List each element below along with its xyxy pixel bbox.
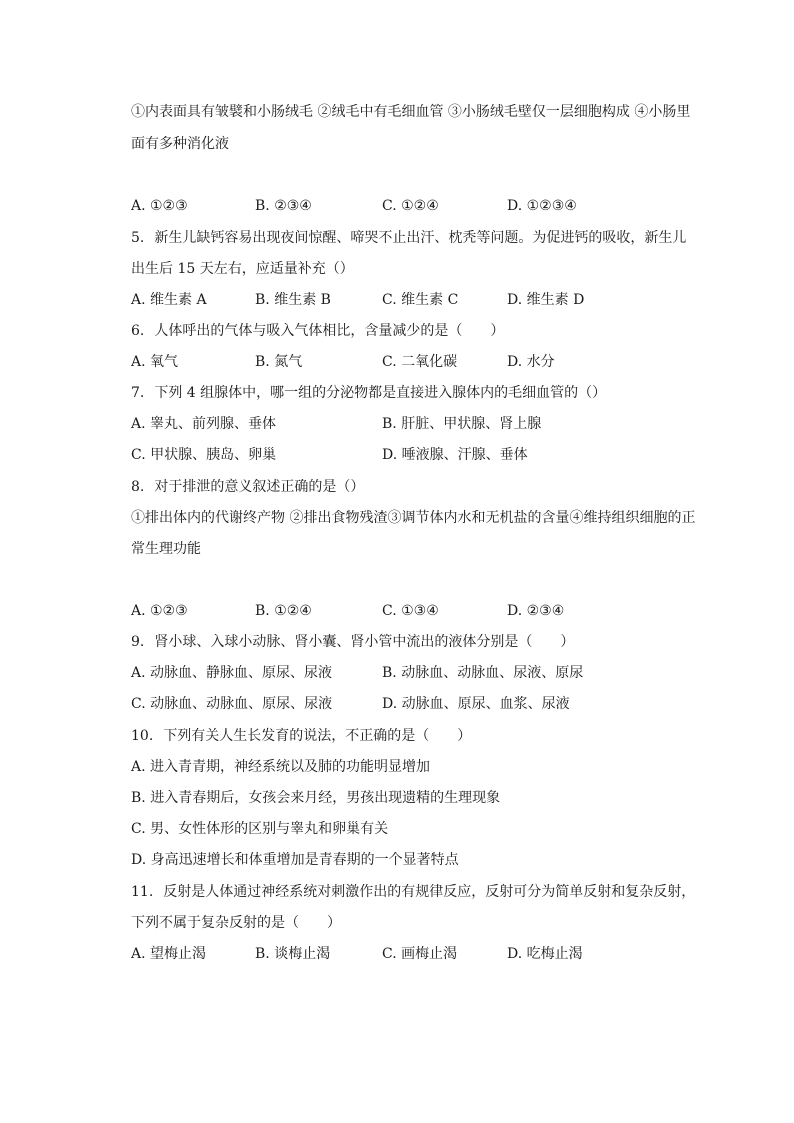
q7-stem [131,383,606,403]
q11-stem-text: 反射是人体通过神经系统对刺激作出的有规律反应，反射可分为简单反射和复杂反射， [163,884,696,900]
q5-stem-line1 [131,228,686,248]
q8-options [131,601,751,621]
q4-stem-line2: 面有多种消化液 [131,136,229,152]
q8-option-b[interactable]: B. ①②④ [255,603,312,619]
q8-stem-text: 对于排泄的意义叙述正确的是（） [154,479,365,495]
q5-stem-line2: 出生后 15 天左右，应适量补充（） [131,261,354,277]
q4-option-d[interactable]: D. ①②③④ [507,198,577,214]
q9-option-b[interactable]: B. 动脉血、动脉血、尿液、原尿 [382,665,584,681]
q10-stem [131,726,471,746]
q8-items-line1: ①排出体内的代谢终产物 ②排出食物残渣③调节体内水和无机盐的含量④维持组织细胞的正 [131,510,696,526]
q8-items-line2: 常生理功能 [131,541,201,557]
q10-option-c[interactable]: C. 男、女性体形的区别与睾丸和卵巢有关 [131,821,389,837]
q8-stem [131,477,364,497]
q9-option-a[interactable]: A. 动脉血、静脉血、原尿、尿液 [131,665,333,681]
q9-option-d[interactable]: D. 动脉血、原尿、血浆、尿液 [382,696,570,712]
q9-options-row1 [131,663,751,683]
q8-option-a[interactable]: A. ①②③ [131,603,188,619]
q7-number: 7. [131,385,145,401]
q7-option-a[interactable]: A. 睾丸、前列腺、垂体 [131,416,277,432]
q9-stem-text: 肾小球、入球小动脉、肾小囊、肾小管中流出的液体分别是（ ） [154,634,575,650]
q10-option-a[interactable]: A. 进入青青期，神经系统以及肺的功能明显增加 [131,759,431,775]
q11-option-b[interactable]: B. 谈梅止渴 [255,946,331,962]
q9-options-row2 [131,694,751,714]
q9-option-c[interactable]: C. 动脉血、动脉血、原尿、尿液 [131,696,333,712]
q5-stem-text: 新生儿缺钙容易出现夜间惊醒、啼哭不止出汗、枕秃等问题。为促进钙的吸收，新生儿 [154,230,687,246]
q11-stem-line2: 下列不属于复杂反射的是（ ） [131,915,341,931]
q11-option-d[interactable]: D. 吃梅止渴 [507,946,583,962]
q4-option-c[interactable]: C. ①②④ [382,198,439,214]
q5-option-c[interactable]: C. 维生素 C [382,292,459,308]
q5-option-a[interactable]: A. 维生素 A [131,292,207,308]
q11-stem-line1 [131,882,695,902]
q11-number: 11. [131,884,154,900]
q4-options [131,196,751,216]
q11-option-a[interactable]: A. 望梅止渴 [131,946,207,962]
q9-number: 9. [131,634,145,650]
q7-option-c[interactable]: C. 甲状腺、胰岛、卵巢 [131,447,277,463]
q10-option-d[interactable]: D. 身高迅速增长和体重增加是青春期的一个显著特点 [131,852,459,868]
q7-options-row2 [131,445,751,465]
q7-stem-text: 下列 4 组腺体中，哪一组的分泌物都是直接进入腺体内的毛细血管的（） [154,385,607,401]
q7-option-b[interactable]: B. 肝脏、甲状腺、肾上腺 [382,416,542,432]
q5-options [131,290,751,310]
q11-option-c[interactable]: C. 画梅止渴 [382,946,458,962]
q6-options [131,352,751,372]
q5-number: 5. [131,230,145,246]
q9-stem [131,632,574,652]
q6-option-d[interactable]: D. 水分 [507,354,555,370]
q7-option-d[interactable]: D. 唾液腺、汗腺、垂体 [382,447,528,463]
q8-option-d[interactable]: D. ②③④ [507,603,565,619]
q10-stem-text: 下列有关人生长发育的说法，不正确的是（ ） [163,728,472,744]
q10-number: 10. [131,728,154,744]
q4-option-a[interactable]: A. ①②③ [131,198,188,214]
q6-option-a[interactable]: A. 氧气 [131,354,179,370]
q6-number: 6. [131,323,145,339]
q11-options [131,944,751,964]
q8-option-c[interactable]: C. ①③④ [382,603,439,619]
q5-option-d[interactable]: D. 维生素 D [507,292,585,308]
q6-stem-text: 人体呼出的气体与吸入气体相比，含量减少的是（ ） [154,323,505,339]
q6-option-b[interactable]: B. 氮气 [255,354,303,370]
q10-option-b[interactable]: B. 进入青春期后，女孩会来月经，男孩出现遗精的生理现象 [131,790,501,806]
q4-stem-line1: ①内表面具有皱襞和小肠绒毛 ②绒毛中有毛细血管 ③小肠绒毛壁仅一层细胞构成 ④小肠里 [131,104,691,120]
q4-option-b[interactable]: B. ②③④ [255,198,312,214]
q6-option-c[interactable]: C. 二氧化碳 [382,354,458,370]
q6-stem [131,321,504,341]
q7-options-row1 [131,414,751,434]
q5-option-b[interactable]: B. 维生素 B [255,292,331,308]
q8-number: 8. [131,479,145,495]
